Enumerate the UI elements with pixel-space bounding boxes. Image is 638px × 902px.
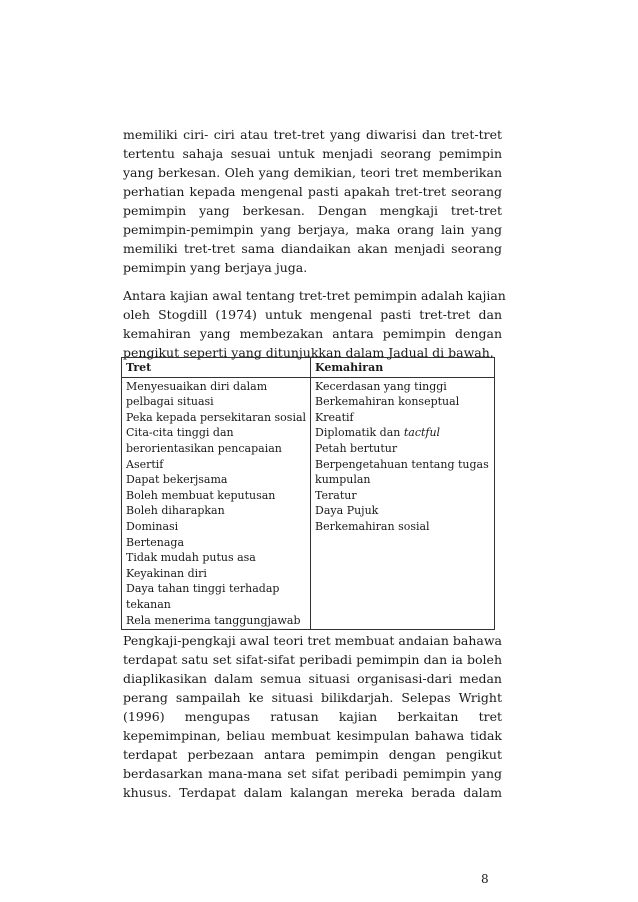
list-item: Keyakinan diri xyxy=(126,566,207,580)
page-number: 8 xyxy=(481,872,489,886)
table-header-row xyxy=(122,358,495,378)
kemahiran-list xyxy=(311,377,495,630)
text-line: pemimpin yang berkesan. Dengan mengkaji tret-tret xyxy=(123,203,502,218)
list-item: Asertif xyxy=(126,457,164,471)
text-line: oleh Stogdill (1974) untuk mengenal pasti tret-tret dan xyxy=(123,307,502,322)
header-tret: Tret xyxy=(122,358,311,378)
header-kemahiran: Kemahiran xyxy=(311,358,495,378)
text-line: memiliki ciri- ciri atau tret-tret yang diwarisi dan tret-tret xyxy=(123,127,502,142)
list-item: Menyesuaikan diri dalam xyxy=(126,379,268,393)
list-item-text: Diplomatik dan xyxy=(315,426,401,440)
text-line: perhatian kepada mengenal pasti apakah tret-tret seorang xyxy=(123,184,502,199)
list-item: Boleh diharapkan xyxy=(126,504,225,518)
list-item: Boleh membuat keputusan xyxy=(126,488,276,502)
list-item: Daya Pujuk xyxy=(315,504,379,518)
text-line: Antara kajian awal tentang tret-tret pemimpin adalah kajian xyxy=(123,288,506,303)
text-line: terdapat satu set sifat-sifat peribadi pemimpin dan ia boleh xyxy=(123,652,502,667)
text-line: memiliki tret-tret sama diandaikan akan menjadi seorang xyxy=(123,241,502,256)
list-item xyxy=(315,425,490,441)
text-line: pemimpin yang berjaya juga. xyxy=(123,260,308,275)
list-item: pelbagai situasi xyxy=(126,395,214,409)
list-item: Berkemahiran konseptual xyxy=(315,395,460,409)
text-line: Pengkaji-pengkaji awal teori tret membuat andaian bahawa xyxy=(123,633,502,648)
text-line: diaplikasikan dalam semua situasi organisasi-dari medan xyxy=(123,671,502,686)
paragraph-traits-intro xyxy=(123,125,502,277)
list-item: Cita-cita tinggi dan xyxy=(126,426,234,440)
list-item: Rela menerima tanggungjawab xyxy=(126,613,301,627)
text-line: yang berkesan. Oleh yang demikian, teori tret memberikan xyxy=(123,165,502,180)
text-line: kemahiran yang membezakan antara pemimpin dengan xyxy=(123,326,502,341)
list-item: Tidak mudah putus asa xyxy=(126,551,256,565)
list-item: Dapat bekerjsama xyxy=(126,473,228,487)
traits-skills-table xyxy=(121,357,495,630)
list-item: Teratur xyxy=(315,488,357,502)
text-line: tertentu sahaja sesuai untuk menjadi seorang pemimpin xyxy=(123,146,502,161)
text-line: kepemimpinan, beliau membuat kesimpulan bahawa tidak xyxy=(123,728,502,743)
text-line: (1996) mengupas ratusan kajian berkaitan tret xyxy=(123,709,502,724)
list-item: berorientasikan pencapaian xyxy=(126,441,282,455)
text-line: berdasarkan mana-mana set sifat peribadi pemimpin yang xyxy=(123,766,502,781)
paragraph-early-researchers xyxy=(123,631,502,802)
list-item: Kecerdasan yang tinggi xyxy=(315,379,447,393)
list-item: Bertenaga xyxy=(126,535,185,549)
table-row xyxy=(122,377,495,630)
italic-term: tactful xyxy=(403,426,441,440)
list-item: Petah bertutur xyxy=(315,441,398,455)
list-item: kumpulan xyxy=(315,473,371,487)
list-item: Berpengetahuan tentang tugas xyxy=(315,457,489,471)
list-item: Kreatif xyxy=(315,410,354,424)
list-item: Berkemahiran sosial xyxy=(315,519,430,533)
tret-list xyxy=(122,377,311,630)
text-line: pemimpin-pemimpin yang berjaya, maka orang lain yang xyxy=(123,222,502,237)
list-item: Daya tahan tinggi terhadap xyxy=(126,582,280,596)
list-item: tekanan xyxy=(126,597,171,611)
paragraph-stogdill xyxy=(123,286,506,362)
text-line: khusus. Terdapat dalam kalangan mereka berada dalam xyxy=(123,785,502,800)
list-item: Dominasi xyxy=(126,519,179,533)
text-line: perang sampailah ke situasi bilikdarjah. Selepas Wright xyxy=(123,690,502,705)
text-line: pengikut seperti yang ditunjukkan dalam Jadual di bawah. xyxy=(123,345,494,360)
text-line: terdapat perbezaan antara pemimpin dengan pengikut xyxy=(123,747,502,762)
list-item: Peka kepada persekitaran sosial xyxy=(126,410,307,424)
